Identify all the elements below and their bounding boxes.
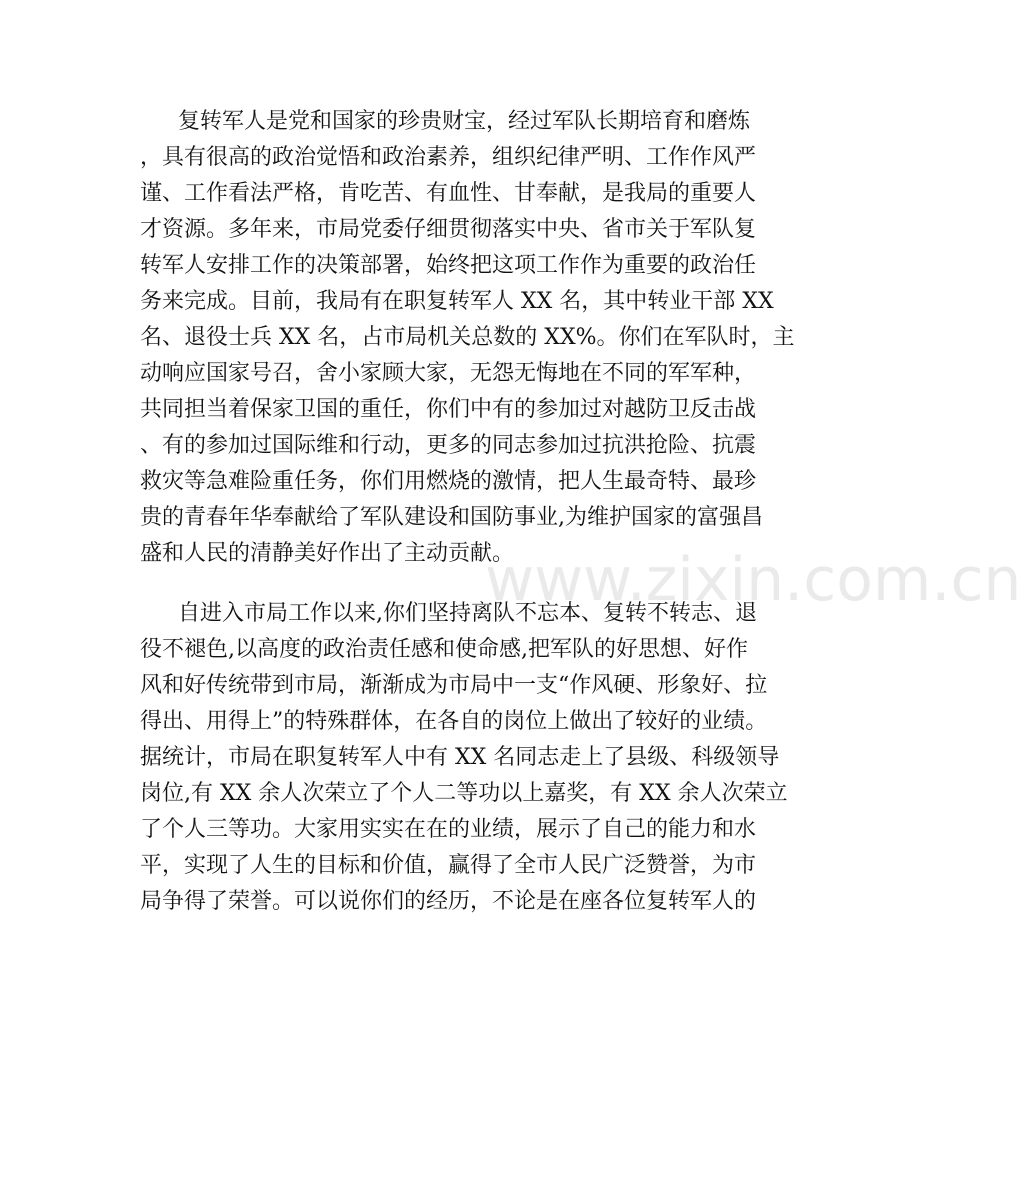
text-line: 动响应国家号召，舍小家顾大家，无怨无悔地在不同的军军种， bbox=[140, 361, 757, 386]
text-line: 平，实现了人生的目标和价值，赢得了全市人民广泛赞誉，为市 bbox=[140, 853, 757, 878]
text-line: 局争得了荣誉。可以说你们的经历，不论是在座各位复转军人的 bbox=[140, 889, 757, 914]
text-line: 了个人三等功。大家用实实在在的业绩，展示了自己的能力和水 bbox=[140, 817, 757, 842]
text-line: 、有的参加过国际维和行动，更多的同志参加过抗洪抢险、抗震 bbox=[140, 433, 757, 458]
text-line: 风和好传统带到市局，渐渐成为市局中一支“作风硬、形象好、拉 bbox=[140, 673, 768, 698]
text-line: ，具有很高的政治觉悟和政治素养，组织纪律严明、工作作风严 bbox=[140, 145, 757, 170]
text-line: 务来完成。目前，我局有在职复转军人 XX 名，其中转业干部 XX bbox=[140, 289, 774, 314]
text-line: 自进入市局工作以来,你们坚持离队不忘本、复转不转志、退 bbox=[178, 601, 757, 626]
text-line: 岗位,有 XX 余人次荣立了个人二等功以上嘉奖，有 XX 余人次荣立 bbox=[140, 781, 788, 806]
text-line: 转军人安排工作的决策部署，始终把这项工作作为重要的政治任 bbox=[140, 253, 757, 278]
document-body bbox=[140, 104, 795, 920]
text-line: 得出、用得上”的特殊群体，在各自的岗位上做出了较好的业绩。 bbox=[140, 709, 768, 734]
paragraph-1 bbox=[140, 104, 795, 572]
text-line: 复转军人是党和国家的珍贵财宝，经过军队长期培育和磨炼 bbox=[178, 109, 751, 134]
text-line: 谨、工作看法严格，肯吃苦、有血性、甘奉献，是我局的重要人 bbox=[140, 181, 757, 206]
paragraph-2 bbox=[140, 596, 788, 920]
text-line: 共同担当着保家卫国的重任，你们中有的参加过对越防卫反击战 bbox=[140, 397, 757, 422]
text-line: 名、退役士兵 XX 名，占市局机关总数的 XX%。你们在军队时，主 bbox=[140, 325, 795, 350]
text-line: 救灾等急难险重任务，你们用燃烧的激情，把人生最奇特、最珍 bbox=[140, 469, 757, 494]
text-line: 据统计，市局在职复转军人中有 XX 名同志走上了县级、科级领导 bbox=[140, 745, 780, 770]
watermark: www.zixin.com.cn bbox=[485, 545, 1021, 615]
text-line: 贵的青春年华奉献给了军队建设和国防事业,为维护国家的富强昌 bbox=[140, 505, 763, 530]
text-line: 才资源。多年来，市局党委仔细贯彻落实中央、省市关于军队复 bbox=[140, 217, 757, 242]
text-line: 盛和人民的清静美好作出了主动贡献。 bbox=[140, 541, 515, 566]
text-line: 役不褪色,以高度的政治责任感和使命感,把军队的好思想、好作 bbox=[140, 637, 748, 662]
